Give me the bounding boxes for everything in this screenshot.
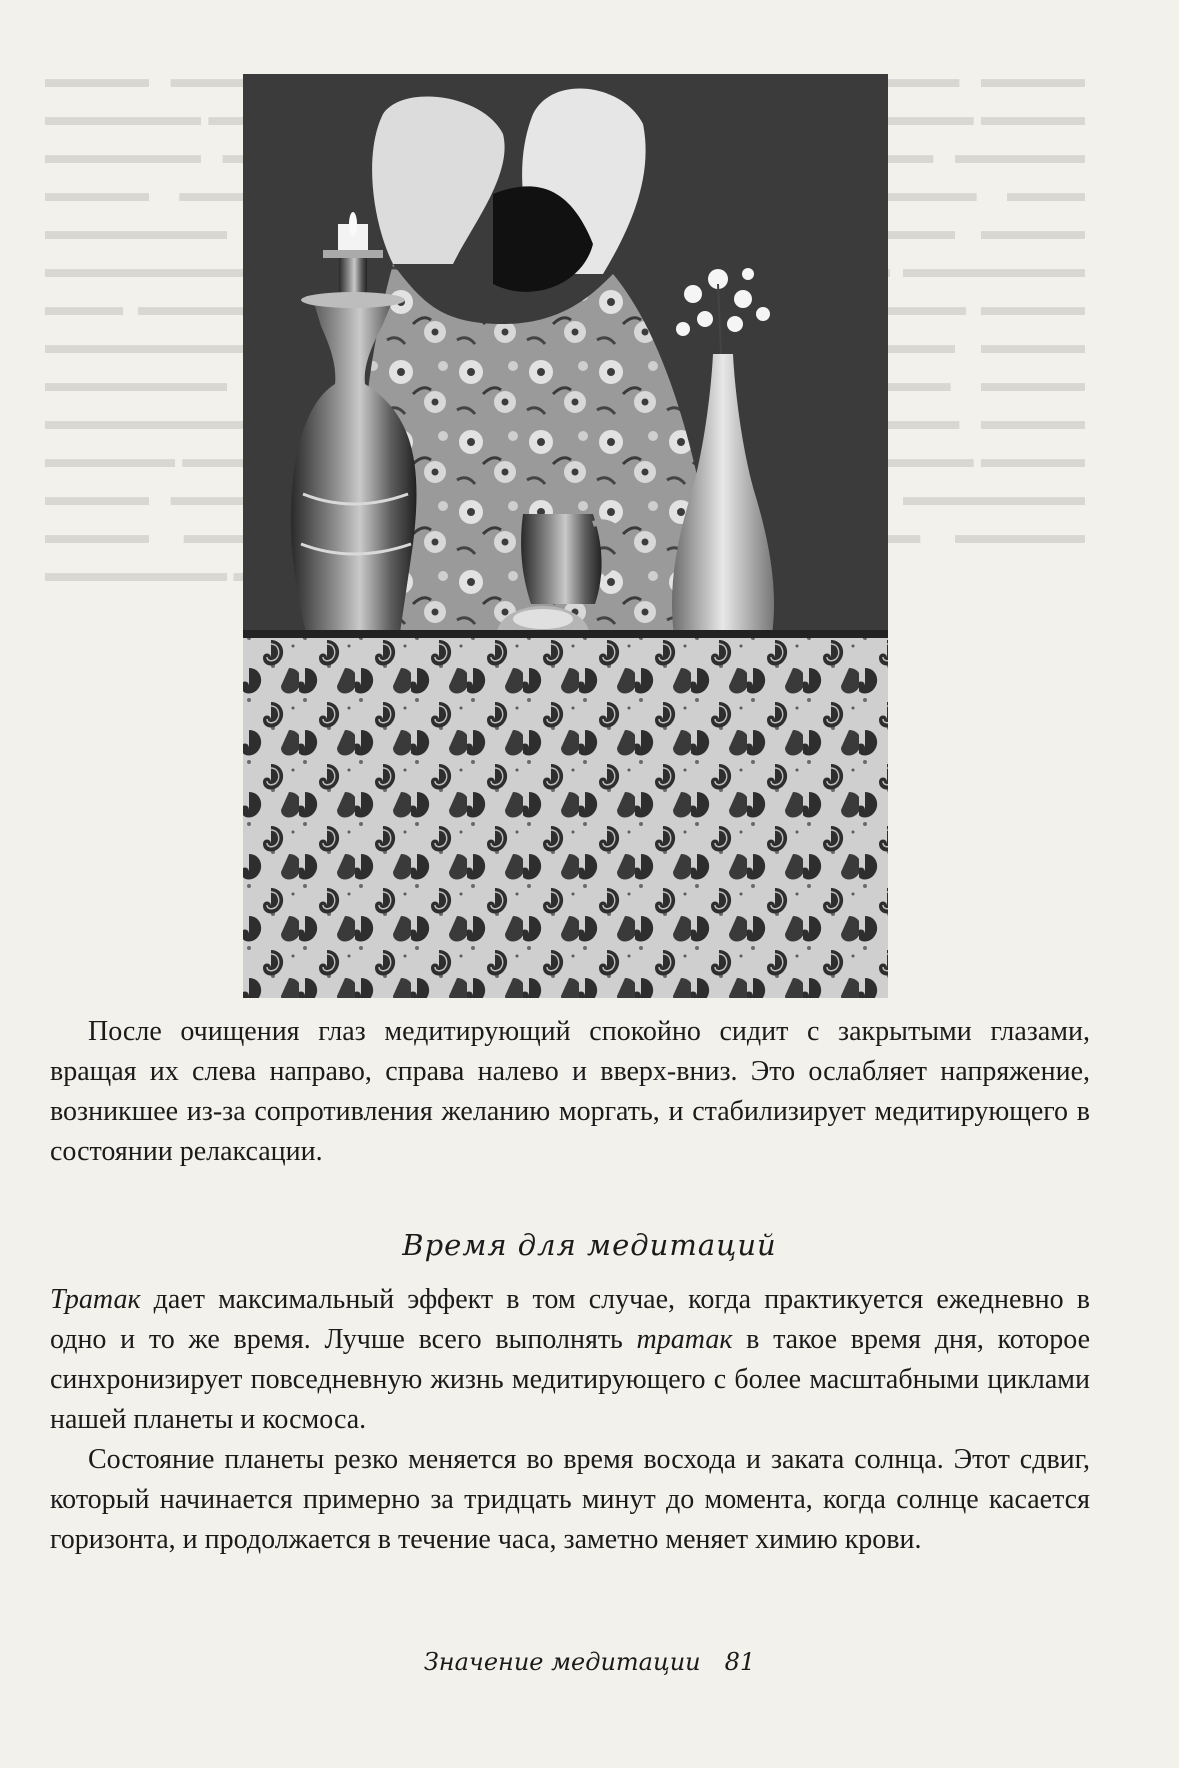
meditation-still-life-photo: [243, 74, 888, 998]
term-trataka-2: тратак: [636, 1324, 733, 1355]
running-title: Значение медитации: [423, 1648, 701, 1676]
page-footer: [0, 1648, 1179, 1676]
paragraph2-part1: дает максимальный эффект в том случае, когда практикуется ежедневно в одно и то же время. Лучше всего выполнять: [50, 1284, 1090, 1355]
bleed-through-text: ▬▬▬▬ ▬▬▬▬▬ ▬▬▬▬ ▬▬▬▬▬▬ ▬▬▬▬▬▬ ▬▬▬▬ ▬▬▬▬▬▬ ▬▬▬▬▬ ▬▬▬▬ ▬▬▬▬▬ ▬▬▬ ▬▬▬▬▬▬▬ ▬▬▬▬ ▬▬▬▬▬▬▬▬ ▬▬▬▬▬▬▬ ▬▬▬ ▬▬▬▬▬▬ ▬▬▬▬ ▬▬▬▬ ▬▬▬▬▬▬▬▬ ▬▬▬▬ ▬▬▬▬ ▬▬▬▬▬▬▬ ▬▬▬▬ ▬▬▬▬ ▬▬▬▬▬▬▬▬ ▬▬▬▬ ▬▬▬▬▬ ▬▬▬▬ ▬▬▬▬ ▬▬▬▬ ▬▬▬▬▬▬▬ ▬▬▬▬ ▬▬▬▬▬ ▬▬▬▬▬▬▬: [45, 64, 1085, 587]
paragraph-trataka-time: [50, 1280, 1090, 1440]
paragraph-planet-state: Состояние планеты резко меняется во время восхода и заката солнца. Этот сдвиг, который начинается примерно за тридцать минут до момента, когда солнце касается горизонта, и продолжается в течение часа, заметно меняет химию крови.: [50, 1444, 1090, 1555]
photo-illustration: [243, 74, 888, 998]
term-trataka: Тратак: [50, 1284, 141, 1315]
page-number: 81: [724, 1648, 756, 1676]
paragraph-eye-rotation: После очищения глаз медитирующий спокойно сидит с закрытыми глазами, вращая их слева направо, справа налево и вверх-вниз. Это ослабляет напряжение, возникшее из-за сопротивления желанию моргать, и стабилизирует медитирующего в состоянии релаксации.: [50, 1016, 1090, 1167]
section-heading: Время для медитаций: [402, 1228, 777, 1262]
paragraph2-part2: в такое время дня, которое синхронизирует повседневную жизнь медитирующего с более масштабными циклами нашей планеты и космоса.: [50, 1324, 1090, 1435]
